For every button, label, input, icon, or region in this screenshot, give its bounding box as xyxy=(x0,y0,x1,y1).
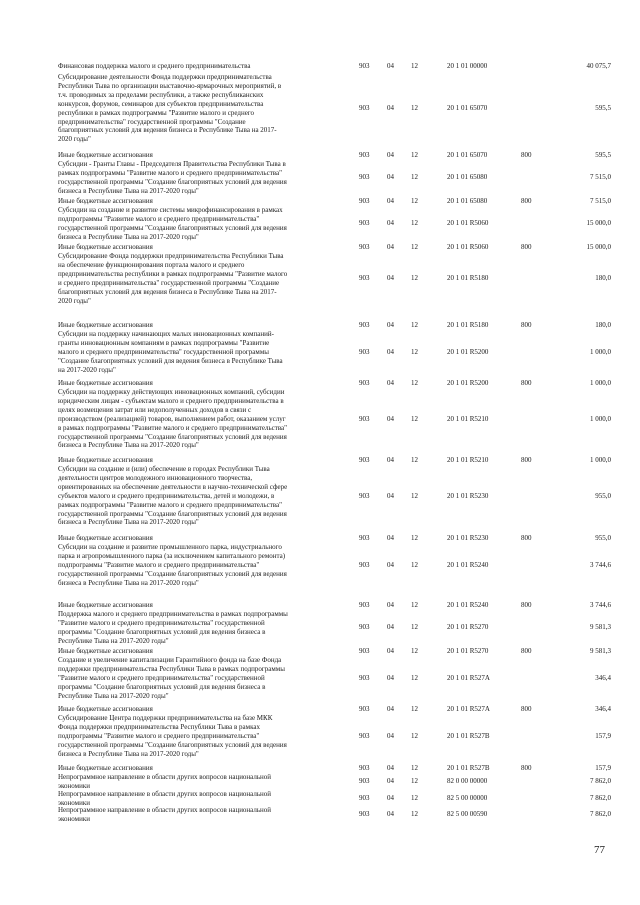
cell-pr: 12 xyxy=(411,764,418,772)
cell-pr: 12 xyxy=(411,274,418,283)
cell-pr: 12 xyxy=(411,243,418,251)
row-description: Иные бюджетные ассигнования xyxy=(58,151,153,159)
cell-cs: 20 1 01 R5210 xyxy=(447,414,489,423)
cell-rz: 04 xyxy=(387,623,394,632)
cell-sum: 1 000,0 xyxy=(590,379,611,387)
cell-pr: 12 xyxy=(411,794,418,803)
cell-cs: 20 1 01 R5230 xyxy=(447,534,489,542)
cell-cs: 20 1 01 R5200 xyxy=(447,347,489,356)
cell-rz: 04 xyxy=(387,794,394,803)
cell-ved: 903 xyxy=(359,197,370,205)
cell-pr: 12 xyxy=(411,601,418,609)
cell-rz: 04 xyxy=(387,560,394,569)
cell-rz: 04 xyxy=(387,173,394,182)
cell-sum: 3 744,6 xyxy=(590,601,611,609)
cell-cs: 20 1 01 R527B xyxy=(447,764,490,772)
cell-cs: 20 1 01 R5200 xyxy=(447,379,489,387)
cell-ved: 903 xyxy=(359,705,370,713)
cell-sum: 7 862,0 xyxy=(590,810,611,819)
cell-cs: 20 1 01 R5230 xyxy=(447,491,489,500)
cell-sum: 346,4 xyxy=(595,705,611,713)
cell-ved: 903 xyxy=(359,560,370,569)
row-description: Иные бюджетные ассигнования xyxy=(58,321,153,329)
cell-cs: 20 1 01 R5180 xyxy=(447,274,489,283)
cell-cs: 82 0 00 00000 xyxy=(447,777,488,786)
cell-sum: 7 515,0 xyxy=(590,197,611,205)
cell-ved: 903 xyxy=(359,623,370,632)
row-description: Субсидии - Гранты Главы - Председателя Правительства Республики Тыва в рамках подпрограммы "Развитие малого и среднего предпринимательства" государственной программы "Создание благоприятных условий для ведения бизнеса в Республике Тыва на 2017-2020 годы" xyxy=(58,160,287,195)
cell-cs: 20 1 01 R5210 xyxy=(447,456,489,464)
cell-vr: 800 xyxy=(521,705,532,713)
cell-rz: 04 xyxy=(387,414,394,423)
cell-cs: 82 5 00 00590 xyxy=(447,810,488,819)
cell-cs: 20 1 01 65080 xyxy=(447,197,488,205)
row-description: Субсидирование Фонда поддержки предпринимательства Республики Тыва на обеспечение функционирования портала малого и среднего предпринимательства республики в рамках подпрограммы "Развитие малого и среднего предпринимательства" государственной программы "Создание благоприятных условий для ведения бизнеса в Республике Тыва на 2017- 2020 годы" xyxy=(58,252,288,305)
cell-ved: 903 xyxy=(359,347,370,356)
cell-rz: 04 xyxy=(387,243,394,251)
cell-cs: 20 1 01 00000 xyxy=(447,62,488,70)
cell-ved: 903 xyxy=(359,731,370,740)
row-description: Иные бюджетные ассигнования xyxy=(58,456,153,464)
cell-ved: 903 xyxy=(359,794,370,803)
row-description: Иные бюджетные ассигнования xyxy=(58,243,153,251)
cell-vr: 800 xyxy=(521,764,532,772)
cell-cs: 20 1 01 R5270 xyxy=(447,647,489,655)
cell-rz: 04 xyxy=(387,810,394,819)
cell-cs: 20 1 01 R5240 xyxy=(447,560,489,569)
cell-rz: 04 xyxy=(387,274,394,283)
cell-sum: 3 744,6 xyxy=(590,560,611,569)
cell-sum: 7 515,0 xyxy=(590,173,611,182)
cell-rz: 04 xyxy=(387,705,394,713)
cell-pr: 12 xyxy=(411,810,418,819)
cell-sum: 180,0 xyxy=(595,274,611,283)
cell-sum: 595,5 xyxy=(595,104,611,113)
cell-ved: 903 xyxy=(359,534,370,542)
cell-rz: 04 xyxy=(387,104,394,113)
cell-ved: 903 xyxy=(359,764,370,772)
cell-rz: 04 xyxy=(387,534,394,542)
cell-pr: 12 xyxy=(411,219,418,228)
cell-ved: 903 xyxy=(359,379,370,387)
row-description: Субсидии на создание и (или) обеспечение в городах Республики Тыва деятельности центров молодежного инновационного творчества, ориентированных на обеспечение деятельности в научно-технической сфере субъектов малого и среднего предпринимательства, детей и молодежи, в рамках подпрограммы "Развитие малого и среднего предпринимательства" государственной программы "Создание благоприятных условий для ведения бизнеса в Республике Тыва на 2017-2020 годы" xyxy=(58,465,288,527)
cell-sum: 157,9 xyxy=(595,764,611,772)
cell-ved: 903 xyxy=(359,219,370,228)
cell-pr: 12 xyxy=(411,673,418,682)
cell-pr: 12 xyxy=(411,197,418,205)
cell-rz: 04 xyxy=(387,62,394,70)
row-description: Субсидии на поддержку начинающих малых инновационных компаний- гранты инновационным компаниям в рамках подпрограммы "Развитие малого и среднего предпринимательства" государственной программы "Создание благоприятных условий для ведения бизнеса в Республике Тыва на 2017-2020 годы" xyxy=(58,330,283,374)
cell-pr: 12 xyxy=(411,534,418,542)
cell-ved: 903 xyxy=(359,810,370,819)
cell-pr: 12 xyxy=(411,62,418,70)
cell-pr: 12 xyxy=(411,151,418,159)
cell-ved: 903 xyxy=(359,491,370,500)
cell-rz: 04 xyxy=(387,219,394,228)
row-description: Субсидирование деятельности Фонда поддержки предпринимательства Республики Тыва по организации выставочно-ярмарочных мероприятий, в т.ч. проводимых за пределами республики, а также республиканских конкурсов, форумов, семинаров для субъектов предпринимательства республики в рамках подпрограммы "Развитие малого и среднего предпринимательства" государственной программы "Создание благоприятных условий для ведения бизнеса в Республике Тыва на 2017- 2020 годы" xyxy=(58,73,282,144)
cell-vr: 800 xyxy=(521,379,532,387)
cell-pr: 12 xyxy=(411,647,418,655)
cell-pr: 12 xyxy=(411,705,418,713)
row-description: Субсидии на создание и развитие системы микрофинансирования в рамках подпрограммы "Развитие малого и среднего предпринимательства" государственной программы "Создание благоприятных условий для ведения бизнеса в Республике Тыва на 2017-2020 годы" xyxy=(58,206,287,241)
cell-cs: 20 1 01 R5060 xyxy=(447,219,489,228)
row-description: Непрограммное направление в области других вопросов национальной экономики xyxy=(58,773,272,790)
row-description: Финансовая поддержка малого и среднего предпринимательства xyxy=(58,62,251,70)
row-description: Иные бюджетные ассигнования xyxy=(58,647,153,655)
cell-rz: 04 xyxy=(387,777,394,786)
cell-cs: 20 1 01 R5180 xyxy=(447,321,489,329)
cell-sum: 955,0 xyxy=(595,534,611,542)
cell-rz: 04 xyxy=(387,764,394,772)
cell-rz: 04 xyxy=(387,347,394,356)
cell-rz: 04 xyxy=(387,456,394,464)
row-description: Субсидии на создание и развитие промышленного парка, индустриального парка и агропромышленного парка (за исключением капитального ремонта) подпрограммы "Развитие малого и среднего предпринимательства" государственной программы "Создание благоприятных условий для ведения бизнеса в Республике Тыва на 2017-2020 годы" xyxy=(58,543,287,587)
cell-sum: 180,0 xyxy=(595,321,611,329)
cell-ved: 903 xyxy=(359,601,370,609)
cell-pr: 12 xyxy=(411,321,418,329)
cell-rz: 04 xyxy=(387,491,394,500)
row-description: Субсидирование Центра поддержки предпринимательства на базе МКК Фонда поддержки предпринимательства Республики Тыва в рамках подпрограммы "Развитие малого и среднего предпринимательства" государственной программы "Создание благоприятных условий для ведения бизнеса в Республике Тыва на 2017-2020 годы" xyxy=(58,714,287,758)
cell-ved: 903 xyxy=(359,456,370,464)
cell-rz: 04 xyxy=(387,321,394,329)
cell-sum: 9 581,3 xyxy=(590,623,611,632)
cell-sum: 9 581,3 xyxy=(590,647,611,655)
cell-sum: 40 075,7 xyxy=(586,62,611,70)
cell-ved: 903 xyxy=(359,777,370,786)
cell-ved: 903 xyxy=(359,274,370,283)
cell-ved: 903 xyxy=(359,414,370,423)
cell-sum: 15 000,0 xyxy=(586,219,611,228)
cell-pr: 12 xyxy=(411,623,418,632)
cell-cs: 20 1 01 65080 xyxy=(447,173,488,182)
row-description: Иные бюджетные ассигнования xyxy=(58,705,153,713)
cell-vr: 800 xyxy=(521,243,532,251)
cell-cs: 20 1 01 R527A xyxy=(447,705,490,713)
cell-ved: 903 xyxy=(359,647,370,655)
cell-sum: 346,4 xyxy=(595,673,611,682)
cell-vr: 800 xyxy=(521,601,532,609)
cell-rz: 04 xyxy=(387,151,394,159)
cell-pr: 12 xyxy=(411,104,418,113)
cell-sum: 15 000,0 xyxy=(586,243,611,251)
cell-vr: 800 xyxy=(521,647,532,655)
row-description: Непрограммное направление в области других вопросов национальной экономики xyxy=(58,790,272,807)
row-description: Поддержка малого и среднего предпринимательства в рамках подпрограммы "Развитие малого и среднего предпринимательства" государственной программы "Создание благоприятных условий для ведения бизнеса в Республике Тыва на 2017-2020 годы" xyxy=(58,610,288,645)
cell-ved: 903 xyxy=(359,151,370,159)
cell-sum: 7 862,0 xyxy=(590,777,611,786)
row-description: Субсидии на поддержку действующих инновационных компаний, субсидии юридическим лицам - субъектам малого и среднего предпринимательства в целях возмещения затрат или недополученных доходов в связи с производством (реализацией) товаров, выполнением работ, оказанием услуг в рамках подпрограммы "Развитие малого и среднего предпринимательства" государственной программы "Создание благоприятных условий для ведения бизнеса в Республике Тыва на 2017-2020 годы" xyxy=(58,388,288,450)
cell-pr: 12 xyxy=(411,560,418,569)
cell-ved: 903 xyxy=(359,173,370,182)
row-description: Иные бюджетные ассигнования xyxy=(58,197,153,205)
row-description: Непрограммное направление в области других вопросов национальной экономики xyxy=(58,806,272,823)
cell-pr: 12 xyxy=(411,379,418,387)
cell-vr: 800 xyxy=(521,151,532,159)
cell-rz: 04 xyxy=(387,197,394,205)
cell-rz: 04 xyxy=(387,673,394,682)
cell-sum: 7 862,0 xyxy=(590,794,611,803)
cell-pr: 12 xyxy=(411,456,418,464)
cell-rz: 04 xyxy=(387,731,394,740)
cell-cs: 82 5 00 00000 xyxy=(447,794,488,803)
cell-cs: 20 1 01 R527B xyxy=(447,731,490,740)
cell-sum: 595,5 xyxy=(595,151,611,159)
cell-cs: 20 1 01 R527A xyxy=(447,673,490,682)
cell-rz: 04 xyxy=(387,601,394,609)
row-description: Иные бюджетные ассигнования xyxy=(58,379,153,387)
cell-sum: 1 000,0 xyxy=(590,347,611,356)
cell-ved: 903 xyxy=(359,321,370,329)
row-description: Иные бюджетные ассигнования xyxy=(58,601,153,609)
cell-ved: 903 xyxy=(359,62,370,70)
cell-sum: 1 000,0 xyxy=(590,414,611,423)
cell-pr: 12 xyxy=(411,347,418,356)
cell-ved: 903 xyxy=(359,243,370,251)
cell-sum: 157,9 xyxy=(595,731,611,740)
cell-cs: 20 1 01 R5240 xyxy=(447,601,489,609)
cell-cs: 20 1 01 65070 xyxy=(447,151,488,159)
cell-pr: 12 xyxy=(411,491,418,500)
row-description: Иные бюджетные ассигнования xyxy=(58,534,153,542)
cell-cs: 20 1 01 65070 xyxy=(447,104,488,113)
cell-ved: 903 xyxy=(359,104,370,113)
page-number: 77 xyxy=(594,844,605,856)
cell-vr: 800 xyxy=(521,197,532,205)
cell-cs: 20 1 01 R5060 xyxy=(447,243,489,251)
cell-rz: 04 xyxy=(387,647,394,655)
row-description: Создание и увеличение капитализации Гарантийного фонда на базе Фонда поддержки предпринимательства Республики Тыва в рамках подпрограммы "Развитие малого и среднего предпринимательства" государственной программы "Создание благоприятных условий для ведения бизнеса в Республике Тыва на 2017-2020 годы" xyxy=(58,656,285,700)
cell-cs: 20 1 01 R5270 xyxy=(447,623,489,632)
cell-pr: 12 xyxy=(411,173,418,182)
cell-sum: 1 000,0 xyxy=(590,456,611,464)
cell-vr: 800 xyxy=(521,534,532,542)
cell-rz: 04 xyxy=(387,379,394,387)
cell-sum: 955,0 xyxy=(595,491,611,500)
cell-pr: 12 xyxy=(411,731,418,740)
cell-pr: 12 xyxy=(411,777,418,786)
cell-vr: 800 xyxy=(521,321,532,329)
cell-pr: 12 xyxy=(411,414,418,423)
cell-vr: 800 xyxy=(521,456,532,464)
cell-ved: 903 xyxy=(359,673,370,682)
row-description: Иные бюджетные ассигнования xyxy=(58,764,153,772)
